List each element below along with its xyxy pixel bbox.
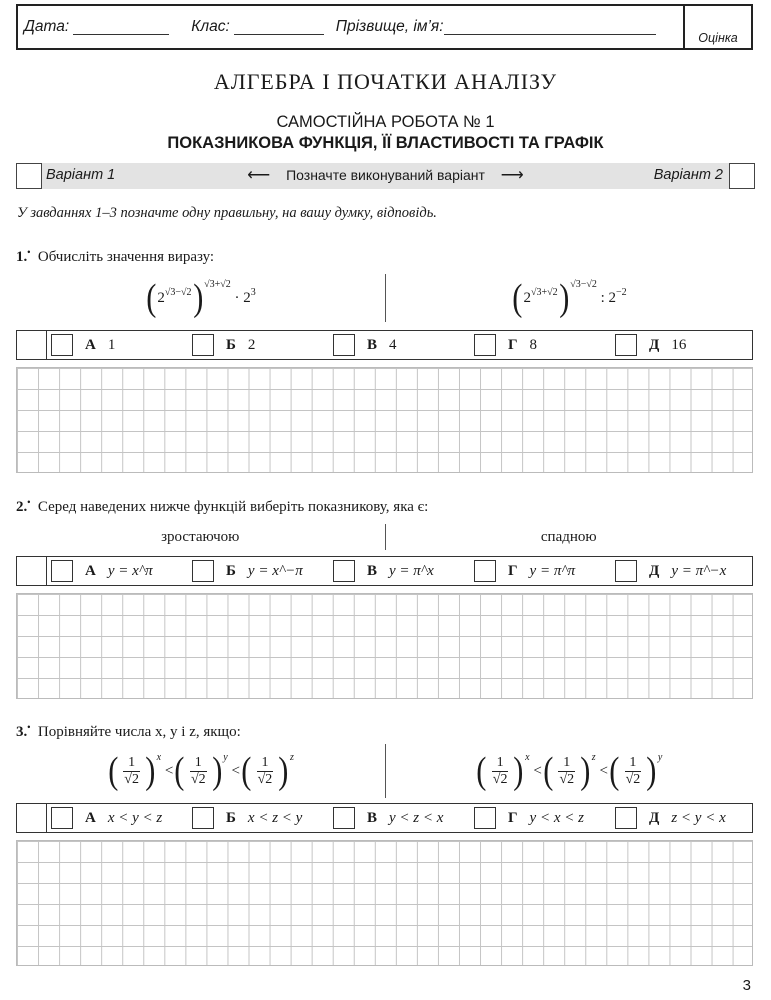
checkbox[interactable] [333,807,355,829]
name-field[interactable] [444,19,656,35]
task-1-expr-right: ( 2 $^{√3+√2}$ ) $^{√3-√2}$ : 2 $^{-2}$ [512,277,627,319]
subject-title: АЛГЕБРА І ПОЧАТКИ АНАЛІЗУ [213,69,558,94]
variant1-label: Варіант 1 [46,167,116,183]
task-1-text: Обчисліть значення виразу: [37,249,215,265]
checkbox[interactable] [615,807,637,829]
task-2-options [46,556,753,586]
task-2-right-label: спадною [540,528,597,545]
task-1-option-a[interactable]: А 1 [47,334,188,356]
task-2-option-v[interactable]: В y = π^x [329,560,470,582]
task-3-option-g[interactable]: Г y < x < z [470,807,611,829]
task-3-option-v[interactable]: В y < z < x [329,807,470,829]
task-3-text: Порівняйте числа x, y і z, якщо: [37,724,241,740]
grade-label: Оцінка [698,31,738,45]
task-2-option-g[interactable]: Г y = π^π [470,560,611,582]
task-2-prompt [16,497,428,516]
task-1-options [46,330,753,360]
task-3-option-d[interactable]: Д z < y < x [611,807,752,829]
variant-hint [16,167,755,183]
task-3-expr-left: ( $\frac{1}{√2}$ ) $^x$ < ( $\frac{1}{√2}$ ) $^y$ < ( $\frac{1}{√2}$ ) $^z$ [107,750,294,792]
task-2-option-b[interactable]: Б y = x^−π [188,560,329,582]
arrow-right-icon: ⟶ [500,167,524,184]
student-info-fields [18,6,683,48]
task-2-work-grid[interactable] [16,593,753,699]
topic-title: ПОКАЗНИКОВА ФУНКЦІЯ, ЇЇ ВЛАСТИВОСТІ ТА ГРАФІК [167,134,604,152]
task-1-option-b[interactable]: Б 2 [188,334,329,356]
task-3-option-b[interactable]: Б x < z < y [188,807,329,829]
task-3-options [46,803,753,833]
checkbox[interactable] [333,560,355,582]
work-title: САМОСТІЙНА РОБОТА № 1 [276,113,495,131]
task-2-option-d[interactable]: Д y = π^−x [611,560,752,582]
task-1-expr-left: ( 2 $^{√3-√2}$ ) $^{√3+√2}$ · 2 $^3$ [145,277,256,319]
checkbox[interactable] [615,560,637,582]
page-number: 3 [742,977,751,994]
date-field[interactable] [73,19,169,35]
task-2-left-label: зростаючою [161,528,240,545]
task-3-prompt [16,722,241,741]
instruction-text: У завданнях 1–3 позначте одну правильну, на вашу думку, відповідь. [17,205,437,221]
checkbox[interactable] [51,560,73,582]
task-3-number: 3.• [16,722,31,740]
checkbox[interactable] [474,560,496,582]
checkbox[interactable] [51,334,73,356]
checkbox[interactable] [474,334,496,356]
task-3-expr-right: ( $\frac{1}{√2}$ ) $^x$ < ( $\frac{1}{√2}$ ) $^z$ < ( $\frac{1}{√2}$ ) $^y$ [476,750,663,792]
task-3-option-a[interactable]: А x < y < z [47,807,188,829]
task-2-labels [16,524,753,550]
task-1-expressions [16,274,753,322]
task-1-option-g[interactable]: Г 8 [470,334,611,356]
class-field[interactable] [234,19,324,35]
task-3-expressions [16,744,753,798]
checkbox[interactable] [51,807,73,829]
task-2-number: 2.• [16,497,31,515]
checkbox[interactable] [333,334,355,356]
task-1-option-d[interactable]: Д 16 [611,334,752,356]
checkbox[interactable] [192,334,214,356]
grade-box[interactable] [683,6,751,48]
arrow-left-icon: ⟵ [247,167,271,184]
name-label: Прізвище, ім’я: [335,18,444,35]
checkbox[interactable] [474,807,496,829]
task-2-text: Серед наведених нижче функцій виберіть показникову, яка є: [37,499,429,515]
variant-hint-text: Позначте виконуваний варіант [286,167,485,183]
student-info-header [16,4,753,50]
variant2-label: Варіант 2 [653,167,723,183]
checkbox[interactable] [192,560,214,582]
task-1-prompt [16,247,214,266]
variant-selector [16,163,755,189]
date-label: Дата: [24,18,70,35]
task-1-option-v[interactable]: В 4 [329,334,470,356]
checkbox[interactable] [615,334,637,356]
task-3-work-grid[interactable] [16,840,753,966]
checkbox[interactable] [192,807,214,829]
class-label: Клас: [191,18,230,35]
task-1-number: 1.• [16,247,31,265]
task-1-work-grid[interactable] [16,367,753,473]
task-2-option-a[interactable]: А y = x^π [47,560,188,582]
